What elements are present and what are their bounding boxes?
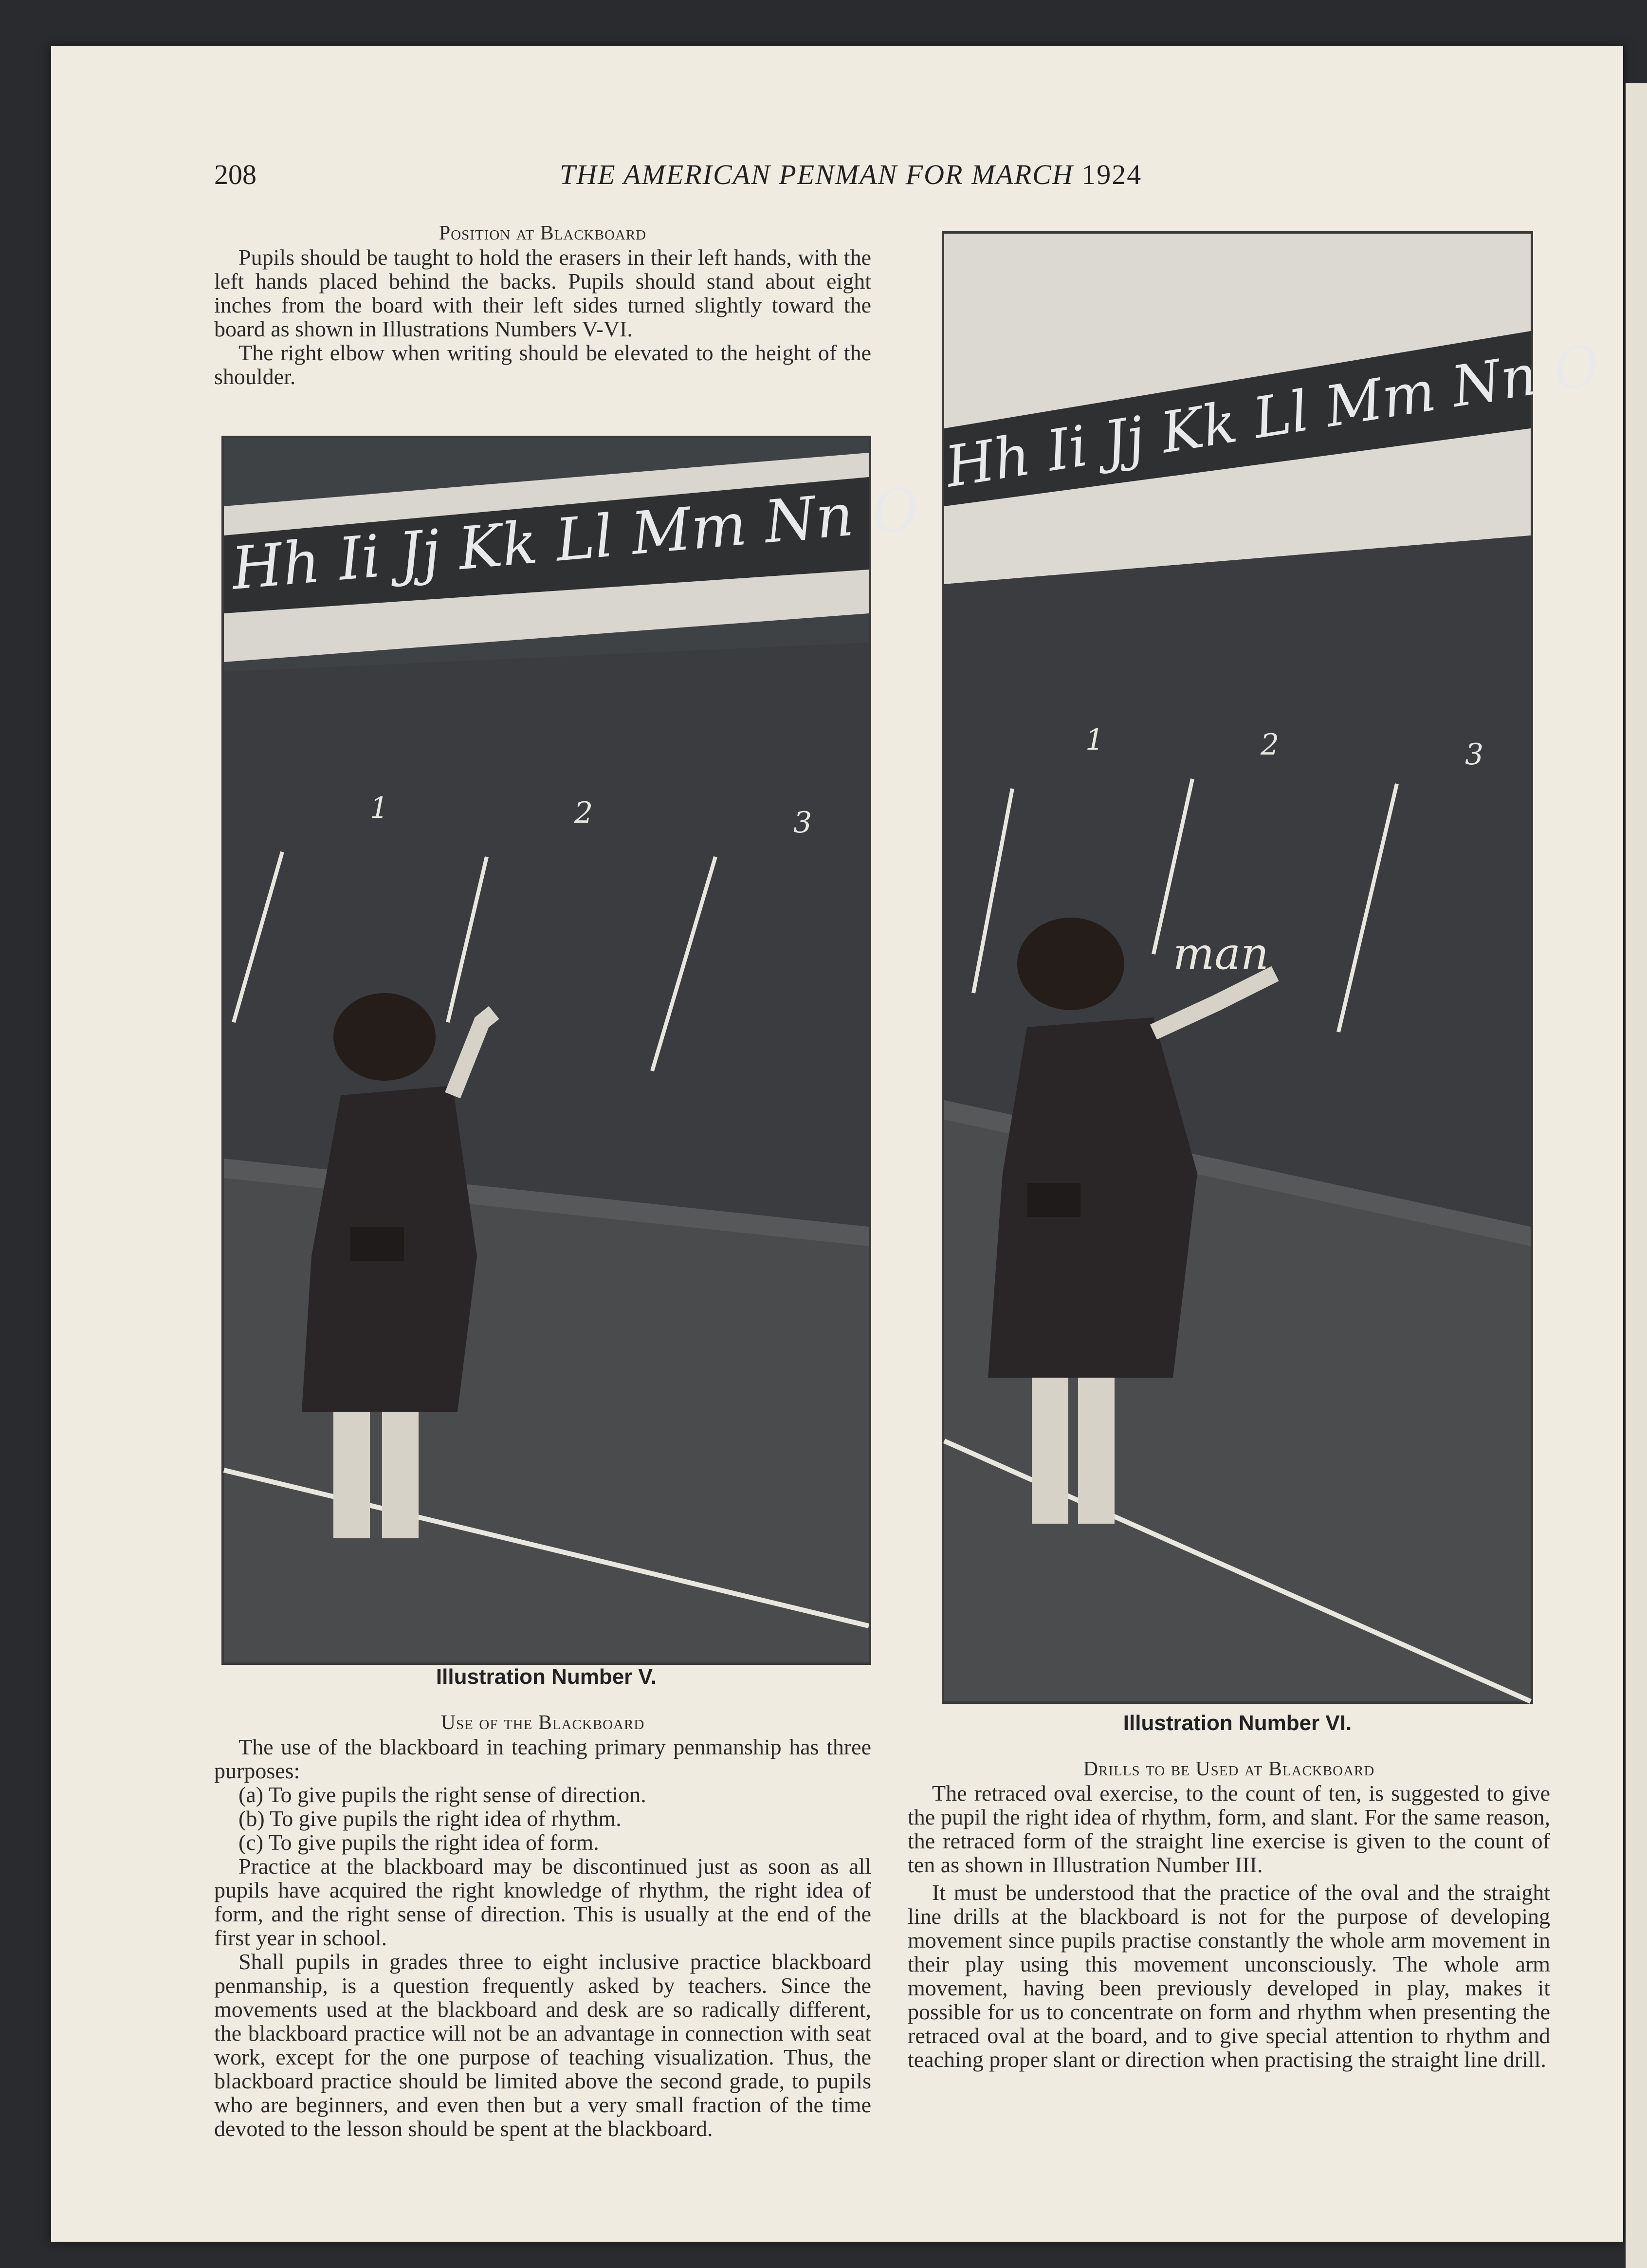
chalk-number-1: 1 — [1085, 723, 1104, 757]
girl-leg-left — [1032, 1378, 1068, 1524]
use-item: (b) To give pupils the right idea of rhythm. — [238, 1806, 622, 1831]
chalk-number-2: 2 — [1261, 728, 1280, 762]
chalk-number-1: 1 — [370, 791, 389, 825]
chalk-word: man — [1173, 928, 1269, 979]
chalk-number-2: 2 — [574, 796, 593, 830]
chalkboard — [224, 643, 869, 1227]
drills-paragraph: The retraced oval exercise, to the count of ten, is suggested to give the pupil the right idea of rhythm, form, and slant. For the same reason, the retraced form of the straight line exercise is given to the count of ten as shown in Illustration Number III. — [908, 1781, 1550, 1877]
use-item: (c) To give pupils the right idea of form. — [238, 1830, 599, 1855]
drills-paragraph: It must be understood that the practice of the oval and the straight line drills at the blackboard is not for the purpose of developing movement since pupils practise constantly the whole arm movement in their play using this movement unconsciously. The whole arm movement, having been previously developed in play, makes it possible for us to concentrate on form and rhythm when presenting the retraced oval at the board, and to give special attention to rhythm and teaching proper slant or direction when practising the straight line drill. — [908, 1880, 1550, 2072]
girl-hair — [1017, 918, 1124, 1010]
use-paragraph: Practice at the blackboard may be discontinued just as soon as all pupils have acquired the right knowledge of rhythm, the right idea of form, and the right sense of direction. This is usually at the end of the first year in school. — [214, 1854, 871, 1950]
use-item: (a) To give pupils the right sense of direction. — [238, 1782, 646, 1807]
girl-leg-left — [333, 1412, 370, 1538]
position-paragraph: Pupils should be taught to hold the erasers in their left hands, with the left hands placed behind the backs. Pupils should stand about eight inches from the board with their left sides turned slightly toward the board as shown in Illustrations Numbers V-VI. — [214, 245, 871, 341]
drills-heading: Drills to be Used at Blackboard — [1083, 1758, 1375, 1780]
next-page-edge — [1626, 83, 1647, 2268]
running-title-year: 1924 — [1081, 159, 1142, 190]
running-title — [560, 158, 1142, 191]
illustration-v-photo — [221, 436, 922, 1665]
alphabet-letters: Hh Ii Jj Kk Ll Mm Nn O — [941, 332, 1605, 500]
running-title-text: THE AMERICAN PENMAN FOR MARCH — [560, 159, 1074, 190]
illustration-vi-scene — [941, 234, 1605, 1701]
chalk-number-3: 3 — [1465, 738, 1484, 772]
position-heading: Position at Blackboard — [439, 222, 647, 244]
girl-hair — [333, 993, 436, 1081]
drills-section — [908, 1757, 1550, 2071]
use-heading: Use of the Blackboard — [440, 1712, 645, 1734]
illustration-vi-photo — [941, 231, 1605, 1704]
alphabet-letters: Hh Ii Jj Kk Ll Mm Nn O — [229, 475, 922, 603]
eraser — [350, 1227, 404, 1261]
use-paragraph: Shall pupils in grades three to eight inclusive practice blackboard penmanship, is a question frequently asked by teachers. Since the movements used at the blackboard and desk are so radically different, the blackboard practice will not be an advantage in connection with seat work, except for the one purpose of teaching visualization. Thus, the blackboard practice should be limited above the second grade, to pupils who are beginners, and even then but a very small fraction of the time devoted to the lesson should be spent at the blackboard. — [214, 1949, 871, 2141]
page-number: 208 — [214, 159, 256, 190]
chalk-number-3: 3 — [793, 806, 812, 840]
illustration-v-scene — [224, 438, 922, 1662]
girl-leg-right — [382, 1412, 419, 1538]
illustration-vi-caption: Illustration Number VI. — [1123, 1711, 1352, 1735]
girl-leg-right — [1078, 1378, 1115, 1524]
use-section — [214, 1711, 871, 2140]
illustration-v-caption: Illustration Number V. — [436, 1665, 657, 1689]
eraser — [1027, 1183, 1080, 1217]
position-paragraph: The right elbow when writing should be elevated to the height of the shoulder. — [214, 340, 871, 389]
position-section — [214, 221, 871, 388]
use-intro: The use of the blackboard in teaching primary penmanship has three purposes: — [214, 1734, 871, 1783]
